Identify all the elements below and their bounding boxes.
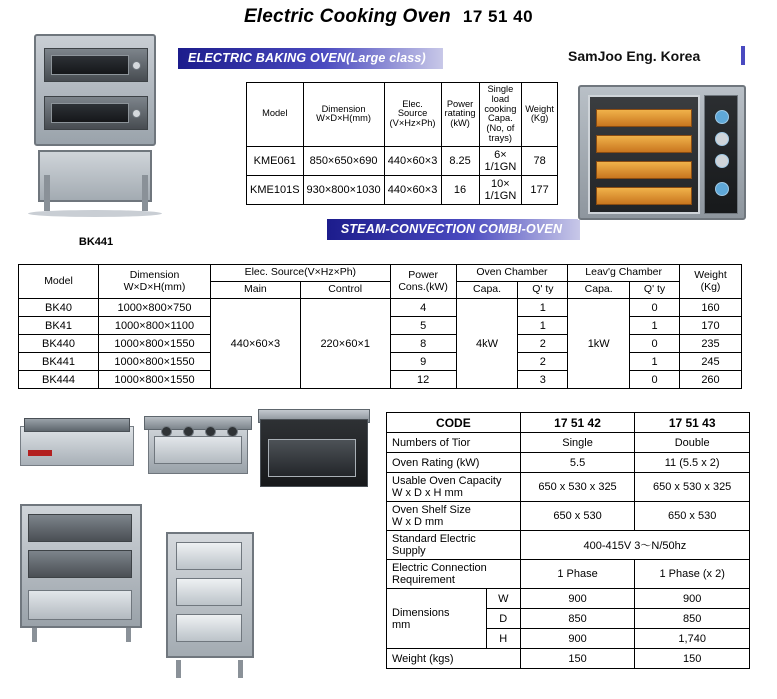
deck-oven-lower-deck bbox=[28, 550, 132, 578]
cell-usable-capacity-2: 650 x 530 x 325 bbox=[635, 473, 750, 502]
food-tray bbox=[596, 187, 692, 205]
col-code-label: CODE bbox=[387, 413, 521, 433]
cell-weight: 160 bbox=[680, 299, 742, 317]
col-dimension bbox=[99, 265, 211, 299]
cell-model: KME101S bbox=[247, 175, 304, 204]
col-leav-chamber: Leav'g Chamber bbox=[568, 265, 680, 282]
cell-oven-qty: 1 bbox=[518, 299, 568, 317]
col-dimension-line2: W×D×H(mm) bbox=[316, 113, 371, 124]
photo-combi-oven bbox=[578, 85, 746, 220]
cell-leav-capa: 1kW bbox=[568, 299, 630, 389]
drawer-oven-drawer bbox=[176, 542, 242, 570]
photo-griddle-unit bbox=[18, 410, 136, 472]
cell-weight-1: 150 bbox=[520, 649, 635, 669]
photo-shadow bbox=[28, 210, 162, 217]
cell-power: 12 bbox=[390, 371, 456, 389]
cell-shelf-size-1: 650 x 530 bbox=[520, 502, 635, 531]
cell-leav-qty: 1 bbox=[630, 317, 680, 335]
row-label-shelf-size bbox=[387, 502, 521, 531]
photo-range-cooker bbox=[144, 408, 252, 480]
col-leav-qty: Q' ty bbox=[630, 282, 680, 299]
cell-leav-qty: 0 bbox=[630, 335, 680, 353]
photo-three-drawer-oven bbox=[162, 530, 258, 680]
deck-oven-leg bbox=[32, 628, 37, 642]
photo-black-oven bbox=[258, 405, 370, 491]
col-elec-source: Elec. Source(V×Hz×Ph) bbox=[211, 265, 391, 282]
col-power-line1: Power bbox=[446, 98, 474, 109]
cell-axis-d: D bbox=[486, 609, 520, 629]
col-capacity-line2: cooking Capa. bbox=[484, 103, 517, 124]
cell-weight: 170 bbox=[680, 317, 742, 335]
col-weight bbox=[680, 265, 742, 299]
table-row bbox=[387, 453, 750, 473]
col-capacity bbox=[479, 83, 522, 147]
griddle-indicator bbox=[28, 450, 52, 456]
table-row bbox=[387, 531, 750, 560]
table-bk-series-specifications bbox=[18, 264, 742, 389]
deck-oven-upper-deck bbox=[28, 514, 132, 542]
food-tray bbox=[596, 161, 692, 179]
table-row bbox=[247, 175, 558, 204]
cell-weight-2: 150 bbox=[635, 649, 750, 669]
cell-capacity: 10× 1/1GN bbox=[479, 175, 522, 204]
usable-capacity-line1: Usable Oven Capacity bbox=[392, 475, 502, 487]
cell-usable-capacity-1: 650 x 530 x 325 bbox=[520, 473, 635, 502]
dimensions-line2: mm bbox=[392, 618, 411, 631]
col-weight-line2: (Kg) bbox=[530, 113, 549, 124]
cell-leav-qty: 0 bbox=[630, 371, 680, 389]
row-label-oven-rating: Oven Rating (kW) bbox=[387, 453, 521, 473]
cell-oven-qty: 3 bbox=[518, 371, 568, 389]
col-power-line1: Power bbox=[408, 269, 438, 282]
col-weight bbox=[522, 83, 558, 147]
table-row bbox=[387, 473, 750, 502]
cell-electric-connection-1: 1 Phase bbox=[520, 560, 635, 589]
row-label-tiers: Numbers of Tior bbox=[387, 433, 521, 453]
cell-oven-qty: 2 bbox=[518, 335, 568, 353]
table-code-comparison bbox=[386, 412, 750, 669]
col-dimension-line1: Dimension bbox=[129, 269, 180, 282]
row-label-standard-supply bbox=[387, 531, 521, 560]
col-weight-line1: Weight bbox=[525, 103, 554, 114]
cell-oven-qty: 2 bbox=[518, 353, 568, 371]
cell-electric-connection-2: 1 Phase (x 2) bbox=[635, 560, 750, 589]
cell-axis-h: H bbox=[486, 629, 520, 649]
cell-oven-capa: 4kW bbox=[456, 299, 518, 389]
cell-model: BK41 bbox=[19, 317, 99, 335]
col-weight-line1: Weight bbox=[694, 269, 727, 282]
cell-weight: 177 bbox=[522, 175, 558, 204]
cell-elec: 440×60×3 bbox=[384, 175, 441, 204]
oven-door-glass bbox=[51, 55, 129, 75]
col-elec-line2: (V×Hz×Ph) bbox=[389, 118, 436, 129]
table-row bbox=[387, 589, 750, 609]
col-capacity-line1: Single load bbox=[487, 84, 514, 104]
usable-capacity-line2: W x D x H mm bbox=[392, 487, 463, 499]
cell-leav-qty: 0 bbox=[630, 299, 680, 317]
cell-depth-2: 850 bbox=[635, 609, 750, 629]
col-oven-chamber: Oven Chamber bbox=[456, 265, 568, 282]
col-dimension-line1: Dimension bbox=[321, 103, 366, 114]
table-row bbox=[387, 433, 750, 453]
cell-dimension: 1000×800×1550 bbox=[99, 335, 211, 353]
col-capacity-line3: (No, of trays) bbox=[486, 123, 515, 143]
section-heading-combi-oven: STEAM-CONVECTION COMBI-OVEN bbox=[327, 219, 580, 240]
cell-power: 4 bbox=[390, 299, 456, 317]
dimensions-line1: Dimensions bbox=[392, 606, 450, 619]
cell-power: 8 bbox=[390, 335, 456, 353]
row-label-dimensions bbox=[387, 589, 487, 649]
col-code-1: 17 51 42 bbox=[520, 413, 635, 433]
control-dial-icon bbox=[715, 132, 729, 146]
oven-deck-upper bbox=[44, 48, 148, 82]
cell-dimension: 850×650×690 bbox=[303, 146, 384, 175]
col-power-line2: ratating bbox=[444, 108, 476, 119]
col-power-line2: Cons.(kW) bbox=[398, 280, 448, 293]
table-row bbox=[247, 146, 558, 175]
row-label-weight: Weight (kgs) bbox=[387, 649, 521, 669]
cell-shelf-size-2: 650 x 530 bbox=[635, 502, 750, 531]
standard-supply-line2: Supply bbox=[392, 545, 426, 557]
control-dial-icon bbox=[715, 182, 729, 196]
cell-height-2: 1,740 bbox=[635, 629, 750, 649]
cell-axis-w: W bbox=[486, 589, 520, 609]
control-dial-icon bbox=[715, 154, 729, 168]
cell-model: BK444 bbox=[19, 371, 99, 389]
combi-oven-shell bbox=[578, 85, 746, 220]
cell-tiers-single: Single bbox=[520, 433, 635, 453]
cell-oven-rating-2: 11 (5.5 x 2) bbox=[635, 453, 750, 473]
cell-dimension: 1000×800×1100 bbox=[99, 317, 211, 335]
page-title-code: 17 51 40 bbox=[462, 7, 534, 26]
black-oven-door-glass bbox=[268, 439, 356, 477]
range-hob bbox=[144, 416, 252, 430]
cell-weight: 260 bbox=[680, 371, 742, 389]
shelf-size-line2: W x D mm bbox=[392, 516, 444, 528]
cell-oven-rating-1: 5.5 bbox=[520, 453, 635, 473]
oven-door-glass bbox=[51, 103, 129, 123]
cell-main-source: 440×60×3 bbox=[211, 299, 301, 389]
food-tray bbox=[596, 109, 692, 127]
col-elec-source bbox=[384, 83, 441, 147]
table-header-row bbox=[247, 83, 558, 147]
col-power bbox=[441, 83, 479, 147]
cell-weight: 78 bbox=[522, 146, 558, 175]
cell-tiers-double: Double bbox=[635, 433, 750, 453]
standard-supply-line1: Standard Electric bbox=[392, 533, 476, 545]
cell-dimension: 1000×800×1550 bbox=[99, 353, 211, 371]
cell-width-2: 900 bbox=[635, 589, 750, 609]
table-header-row-1 bbox=[19, 265, 742, 282]
drawer-oven-leg bbox=[176, 660, 181, 678]
deck-oven-leg bbox=[126, 628, 131, 642]
table-row bbox=[387, 502, 750, 531]
cell-width-1: 900 bbox=[520, 589, 635, 609]
cell-model: BK440 bbox=[19, 335, 99, 353]
section-heading-baking-oven: ELECTRIC BAKING OVEN(Large class) bbox=[178, 48, 443, 69]
col-code-2: 17 51 43 bbox=[635, 413, 750, 433]
cell-dimension: 1000×800×1550 bbox=[99, 371, 211, 389]
oven-knob-icon bbox=[132, 61, 141, 70]
row-label-electric-connection bbox=[387, 560, 521, 589]
manufacturer-accent-bar bbox=[741, 46, 745, 65]
table-row bbox=[19, 299, 742, 317]
table-kme-specifications bbox=[246, 82, 558, 205]
oven-body bbox=[34, 34, 156, 146]
drawer-oven-leg bbox=[238, 660, 243, 678]
cell-standard-supply-value: 400-415V 3〜N/50hz bbox=[520, 531, 749, 560]
cell-power: 9 bbox=[390, 353, 456, 371]
cell-model: BK441 bbox=[19, 353, 99, 371]
oven-knob-icon bbox=[132, 109, 141, 118]
cell-power: 5 bbox=[390, 317, 456, 335]
page-title-text: Electric Cooking Oven bbox=[243, 6, 451, 27]
drawer-oven-drawer bbox=[176, 614, 242, 642]
drawer-oven-drawer bbox=[176, 578, 242, 606]
oven-leg bbox=[44, 175, 50, 211]
col-leav-capa: Capa. bbox=[568, 282, 630, 299]
cell-control-source: 220×60×1 bbox=[300, 299, 390, 389]
electric-connection-line2: Requirement bbox=[392, 574, 455, 586]
col-dimension bbox=[303, 83, 384, 147]
table-header-row bbox=[387, 413, 750, 433]
table-row bbox=[387, 560, 750, 589]
range-oven-door bbox=[154, 436, 242, 464]
food-tray bbox=[596, 135, 692, 153]
cell-model: BK40 bbox=[19, 299, 99, 317]
cell-weight: 245 bbox=[680, 353, 742, 371]
col-control: Control bbox=[300, 282, 390, 299]
col-model: Model bbox=[247, 83, 304, 147]
table-row bbox=[387, 649, 750, 669]
photo-deck-oven-bk441 bbox=[20, 28, 172, 233]
griddle-plate bbox=[24, 418, 130, 432]
page-title bbox=[0, 6, 777, 28]
row-label-usable-capacity bbox=[387, 473, 521, 502]
cell-depth-1: 850 bbox=[520, 609, 635, 629]
col-oven-qty: Q' ty bbox=[518, 282, 568, 299]
col-power-line3: (kW) bbox=[450, 118, 470, 129]
shelf-size-line1: Oven Shelf Size bbox=[392, 504, 471, 516]
col-power bbox=[390, 265, 456, 299]
combi-oven-door bbox=[588, 95, 700, 214]
manufacturer-label: SamJoo Eng. Korea bbox=[568, 48, 701, 64]
cell-dimension: 1000×800×750 bbox=[99, 299, 211, 317]
oven-cabinet bbox=[38, 150, 152, 202]
cell-oven-qty: 1 bbox=[518, 317, 568, 335]
cell-model: KME061 bbox=[247, 146, 304, 175]
cell-height-1: 900 bbox=[520, 629, 635, 649]
cell-power: 16 bbox=[441, 175, 479, 204]
oven-deck-lower bbox=[44, 96, 148, 130]
cell-leav-qty: 1 bbox=[630, 353, 680, 371]
cell-power: 8.25 bbox=[441, 146, 479, 175]
col-weight-line2: (Kg) bbox=[700, 280, 721, 293]
control-dial-icon bbox=[715, 110, 729, 124]
deck-oven-lower-door bbox=[28, 590, 132, 620]
photo-two-deck-oven bbox=[16, 498, 146, 644]
col-elec-line1: Elec. Source bbox=[397, 98, 428, 119]
cell-elec: 440×60×3 bbox=[384, 146, 441, 175]
cell-capacity: 6× 1/1GN bbox=[479, 146, 522, 175]
cell-dimension: 930×800×1030 bbox=[303, 175, 384, 204]
combi-oven-control-panel bbox=[704, 95, 738, 214]
col-oven-capa: Capa. bbox=[456, 282, 518, 299]
electric-connection-line1: Electric Connection bbox=[392, 562, 487, 574]
oven-leg bbox=[142, 175, 148, 211]
col-main: Main bbox=[211, 282, 301, 299]
col-model: Model bbox=[19, 265, 99, 299]
photo-caption-bk441: BK441 bbox=[78, 236, 114, 248]
cell-weight: 235 bbox=[680, 335, 742, 353]
col-dimension-line2: W×D×H(mm) bbox=[123, 280, 186, 293]
griddle-base bbox=[20, 426, 134, 466]
